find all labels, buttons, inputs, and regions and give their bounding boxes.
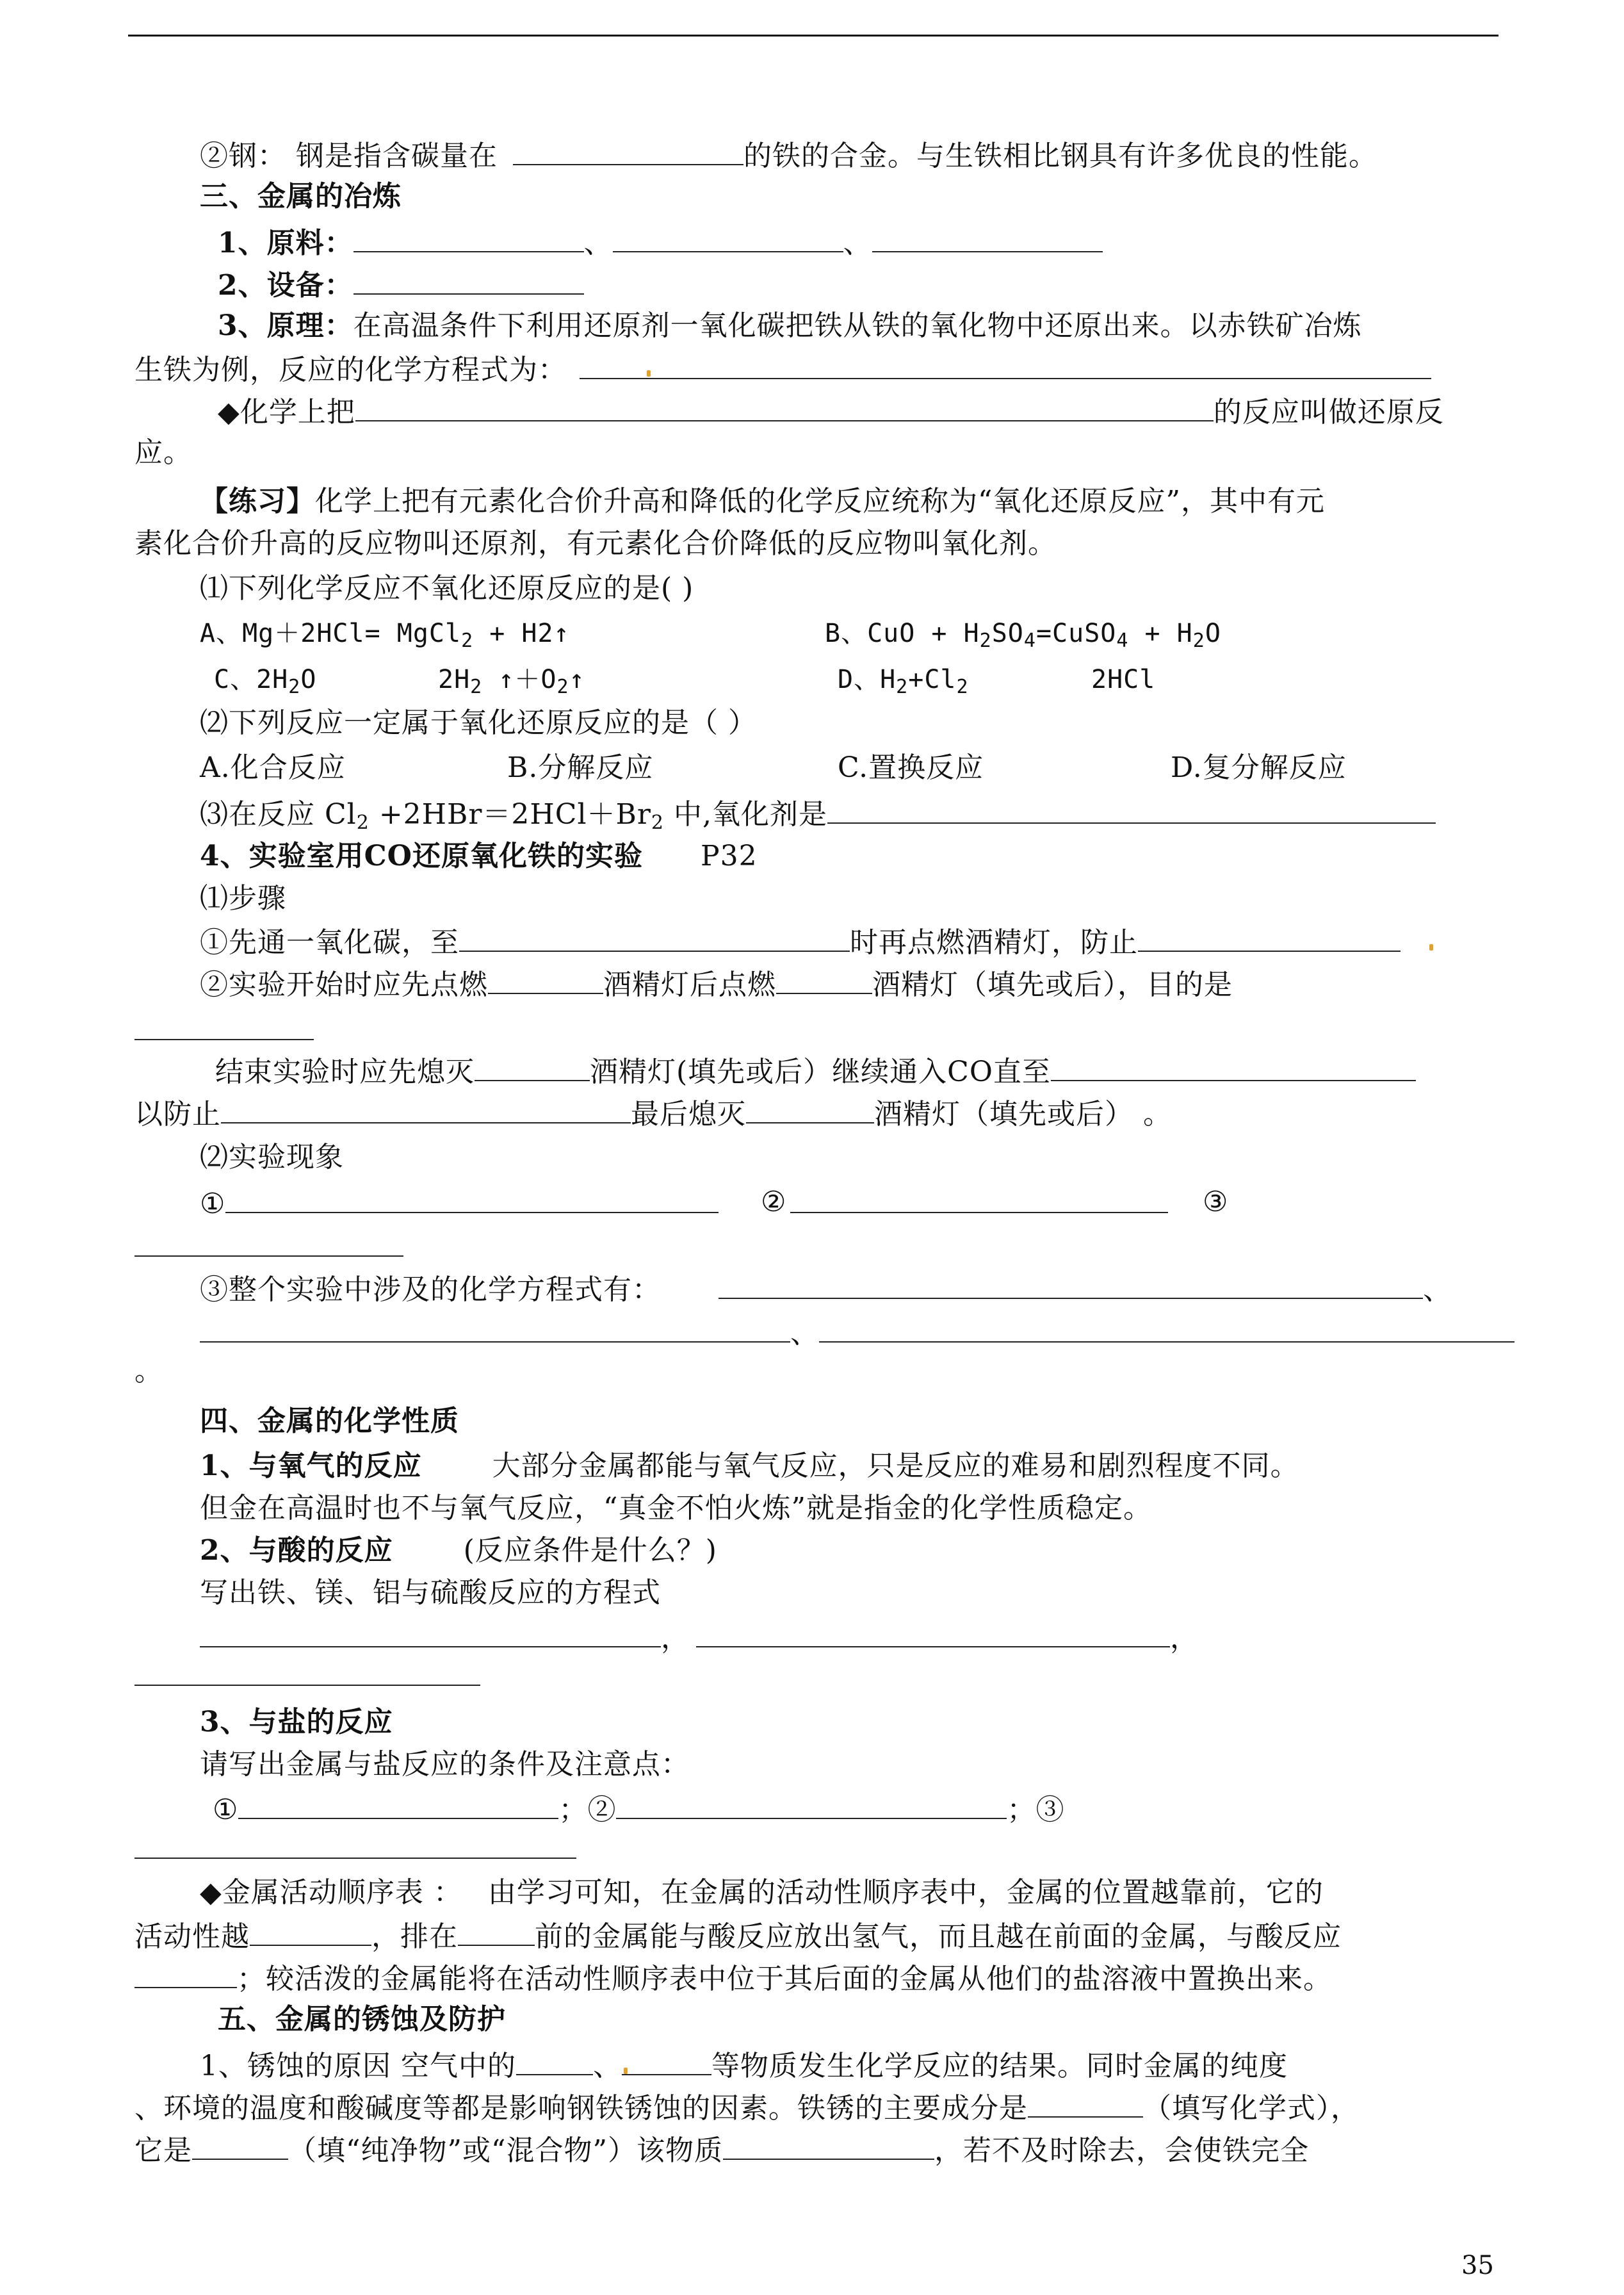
option-b[interactable]: B、CuO + $H_2SO_4=CuSO_4 + H_2O$ (825, 619, 1221, 652)
text: 1、锈蚀的原因 空气中的 (200, 2050, 516, 2082)
equations-line (200, 1268, 1570, 1308)
answer-blank[interactable] (134, 1039, 314, 1040)
text: （填写化学式）， (1143, 2092, 1360, 2125)
answer-blank[interactable] (790, 1182, 1168, 1213)
answer-blank[interactable] (200, 1312, 790, 1343)
line-reduction-cont: 应。 (134, 436, 192, 469)
text: 酒精灯后点燃 (603, 968, 776, 1001)
answer-blank[interactable] (827, 793, 1436, 824)
text: 酒精灯(填先或后）继续通入CO直至 (590, 1056, 1051, 1088)
answer-blank[interactable] (475, 1050, 590, 1081)
acid-write: 写出铁、镁、铝与硫酸反应的方程式 (200, 1576, 661, 1609)
text: ③ (1203, 1186, 1229, 1218)
text: 的反应叫做还原反 (1213, 396, 1444, 429)
answer-blank[interactable] (819, 1312, 1514, 1343)
text: 大部分金属都能与氧气反应，只是反应的难易和剧烈程度不同。 (492, 1450, 1299, 1482)
answer-blank[interactable] (221, 1093, 631, 1123)
steps-heading: ⑴步骤 (200, 882, 286, 915)
text: 以防止 (134, 1098, 221, 1131)
text: ②实验开始时应先点燃 (200, 968, 488, 1001)
text: 酒精灯（填先或后），目的是 (872, 968, 1233, 1001)
answer-blank[interactable] (513, 135, 743, 165)
text: 它是 (134, 2134, 192, 2167)
answer-blank[interactable] (622, 2045, 711, 2075)
text: ① (213, 1793, 239, 1826)
text: ；较活泼的金属能将在活动性顺序表中位于其后面的金属从他们的盐溶液中置换出来。 (237, 1963, 1332, 1995)
text: 在高温条件下利用还原剂一氧化碳把铁从铁的氧化物中还原出来。以赤铁矿冶炼 (353, 309, 1362, 342)
text: 由学习可知，在金属的活动性顺序表中，金属的位置越靠前，它的 (487, 1876, 1324, 1909)
option-a[interactable]: A.化合反应 (200, 751, 346, 784)
heading: 2、与酸的反应 (200, 1534, 393, 1567)
option-d[interactable]: D、$H_2+Cl_2$ 2HCl (838, 665, 1156, 698)
answer-blank[interactable] (353, 264, 584, 295)
text: 、 (843, 227, 872, 259)
text: 最后熄灭 (631, 1098, 746, 1131)
text: 时再点燃酒精灯，防止 (850, 926, 1138, 959)
answer-blank[interactable] (238, 1788, 558, 1819)
text: 、环境的温度和酸碱度等都是影响钢铁锈蚀的因素。铁锈的主要成分是 (134, 2092, 1028, 2125)
answer-blank[interactable] (1028, 2087, 1143, 2118)
answer-blank[interactable] (719, 1268, 1423, 1299)
step-1 (200, 921, 1570, 961)
text: ； (558, 1793, 588, 1826)
text: 活动性越 (134, 1920, 250, 1953)
header-rule (128, 35, 1498, 37)
text: 、 (583, 227, 613, 259)
section-3-title: 三、金属的冶炼 (200, 180, 402, 213)
answer-blank[interactable] (192, 2129, 288, 2160)
text: ② (761, 1186, 787, 1218)
line-principle (218, 306, 1588, 346)
salt-blanks (213, 1788, 1583, 1828)
salt-heading: 3、与盐的反应 (200, 1706, 393, 1738)
text: （填“纯净物”或“混合物”）该物质 (288, 2134, 723, 2167)
rust-line-1 (200, 2045, 1570, 2084)
period: 。 (134, 1355, 163, 1387)
question-3: ⑶在反应 $Cl_2 +2HBr=2HCl+Br_2$ 中,氧化剂是 (200, 793, 1570, 833)
answer-blank[interactable] (696, 1617, 1170, 1647)
highlight-mark (647, 370, 651, 377)
answer-blank[interactable] (872, 222, 1103, 252)
line-steel (200, 135, 1570, 174)
end-step (215, 1050, 1586, 1090)
answer-blank[interactable] (355, 391, 1214, 421)
heading: ◆金属活动顺序表 ： (200, 1876, 462, 1909)
text: 、 (1423, 1273, 1452, 1306)
line-principle-cont (134, 348, 1505, 388)
rust-line-2 (134, 2087, 1505, 2127)
text: 结束实验时应先熄灭 (215, 1056, 475, 1088)
equations-line-2 (200, 1312, 1570, 1352)
text: ③整个实验中涉及的化学方程式有： (200, 1273, 661, 1306)
highlight-mark (624, 2068, 628, 2074)
label: 3、原理： (218, 309, 353, 342)
acid-blanks (200, 1617, 1570, 1656)
gold-line: 但金在高温时也不与氧气反应，“真金不怕火炼”就是指金的化学性质稳定。 (200, 1492, 1152, 1524)
activity-line-2 (134, 1915, 1505, 1955)
text: +2HBr＝2HCl＋Br (369, 798, 651, 831)
page-number: 35 (1461, 2251, 1494, 2280)
answer-blank[interactable] (746, 1093, 874, 1123)
answer-blank[interactable] (134, 1255, 403, 1257)
text: 酒精灯（填先或后） 。 (874, 1098, 1172, 1131)
option-d[interactable]: D.复分解反应 (1171, 751, 1347, 784)
heading: 4、实验室用CO还原氧化铁的实验 (200, 840, 643, 872)
label: 【练习】 (200, 485, 315, 518)
text: ； (1007, 1793, 1036, 1826)
answer-blank[interactable] (134, 1957, 237, 1988)
answer-blank[interactable] (250, 1915, 371, 1946)
answer-blank[interactable] (723, 2129, 934, 2160)
line-reduction-def (218, 391, 1588, 430)
text: 生铁为例，反应的化学方程式为： (134, 354, 567, 386)
line-practice-cont: 素化合价升高的反应物叫还原剂，有元素化合价降低的反应物叫氧化剂。 (134, 527, 1057, 560)
page-ref: P32 (700, 840, 758, 872)
text: ③ (1035, 1793, 1065, 1826)
answer-blank[interactable] (613, 222, 843, 252)
answer-blank[interactable] (580, 348, 1431, 379)
line-raw-materials (218, 222, 1588, 261)
phenomenon-blanks (200, 1182, 1570, 1222)
text: ⑶在反应 Cl (200, 798, 357, 831)
answer-blank[interactable] (200, 1617, 661, 1647)
answer-blank[interactable] (1138, 921, 1401, 952)
experiment-title (200, 837, 1570, 876)
answer-blank[interactable] (776, 963, 872, 994)
text: ②钢： 钢是指含碳量在 (200, 140, 498, 172)
text: 、 (592, 2050, 622, 2082)
activity-line-3 (134, 1957, 1505, 1997)
answer-blank[interactable] (458, 1915, 535, 1946)
line-practice (200, 482, 1570, 521)
text: 、 (790, 1317, 819, 1350)
text: 的铁的合金。与生铁相比钢具有许多优良的性能。 (743, 140, 1377, 172)
label: 1、原料： (218, 227, 353, 259)
answer-blank[interactable] (616, 1788, 1007, 1819)
answer-blank[interactable] (1051, 1050, 1416, 1081)
acid-line (200, 1531, 1570, 1571)
option-a[interactable]: A、Mg＋2HCl= MgCl$_2$ + H2↑ (200, 619, 570, 652)
step-2 (200, 963, 1570, 1003)
text: 等物质发生化学反应的结果。同时金属的纯度 (711, 2050, 1288, 2082)
rust-line-3 (134, 2129, 1505, 2169)
salt-write: 请写出金属与盐反应的条件及注意点： (200, 1748, 690, 1781)
question-1-options-cd (214, 660, 1584, 699)
answer-blank[interactable] (516, 2045, 593, 2075)
section-5-title: 五、金属的锈蚀及防护 (218, 2003, 506, 2036)
label: 2、设备： (218, 269, 353, 302)
question-2: ⑵下列反应一定属于氧化还原反应的是（ ） (200, 706, 757, 739)
question-1-options-ab (200, 614, 1570, 653)
question-1: ⑴下列化学反应不氧化还原反应的是( ) (200, 572, 694, 605)
option-c[interactable]: C、$2H_2O$ $2H_2$ $↑+O_2↑$ (214, 665, 585, 698)
text: ， (661, 1622, 690, 1654)
text: ◆化学上把 (218, 396, 355, 429)
answer-blank[interactable] (134, 1858, 576, 1859)
text: ② (587, 1793, 617, 1826)
answer-blank[interactable] (488, 963, 603, 994)
answer-blank[interactable] (225, 1182, 719, 1213)
answer-blank[interactable] (353, 222, 584, 252)
text: ，若不及时除去，会使铁完全 (934, 2134, 1309, 2167)
text: ①先通一氧化碳，至 (200, 926, 459, 959)
highlight-mark (1429, 944, 1433, 951)
answer-blank[interactable] (459, 921, 850, 952)
text: ① (200, 1188, 226, 1220)
text: ，排在 (371, 1920, 458, 1953)
section-4-title: 四、金属的化学性质 (200, 1405, 459, 1437)
text: 化学上把有元素化合价升高和降低的化学反应统称为“氧化还原反应”，其中有元 (315, 485, 1325, 518)
text: 前的金属能与酸反应放出氢气，而且越在前面的金属，与酸反应 (535, 1920, 1342, 1953)
oxygen-line (200, 1446, 1570, 1486)
line-equipment (218, 264, 1588, 304)
phenomenon-heading: ⑵实验现象 (200, 1141, 344, 1173)
answer-blank[interactable] (134, 1685, 480, 1686)
question-2-options (200, 748, 1570, 788)
activity-line (200, 1873, 1570, 1913)
text: 中,氧化剂是 (663, 798, 827, 831)
option-c[interactable]: C.置换反应 (838, 751, 984, 784)
heading: 1、与氧气的反应 (200, 1450, 422, 1482)
end-step-cont (134, 1093, 1505, 1132)
option-b[interactable]: B.分解反应 (507, 751, 654, 784)
text: ， (1170, 1622, 1199, 1654)
text: (反应条件是什么？) (463, 1534, 717, 1567)
